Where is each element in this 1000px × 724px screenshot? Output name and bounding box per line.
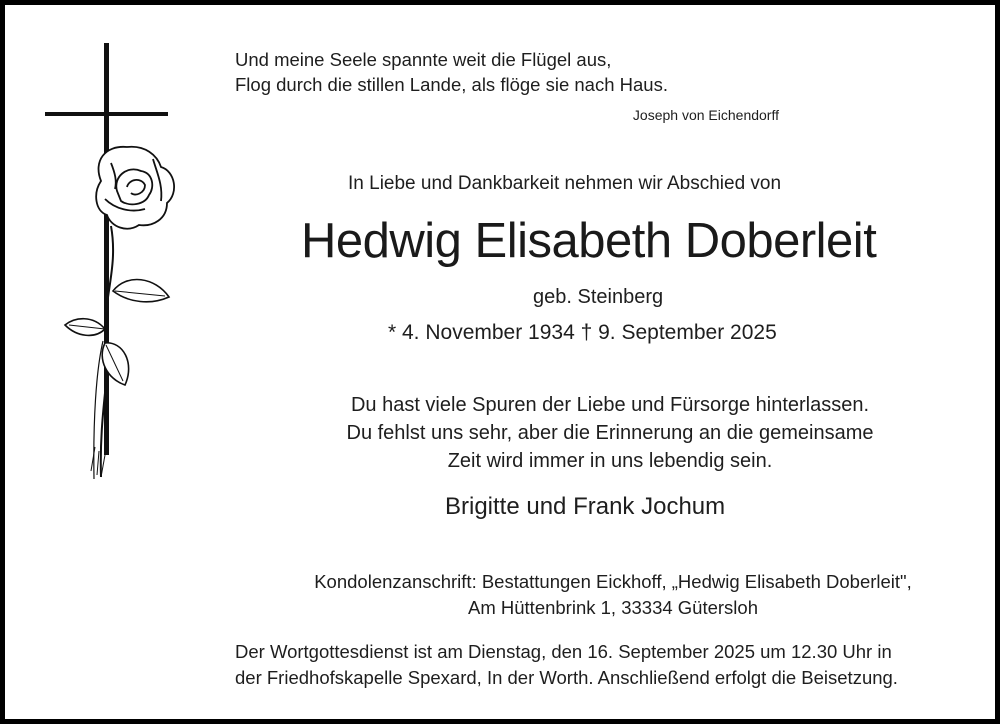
poem-line: Flog durch die stillen Lande, als flöge sie nach Haus. [235,74,668,95]
verse-line: Zeit wird immer in uns lebendig sein. [447,450,773,472]
address-line: Am Hüttenbrink 1, 33334 Gütersloh [468,597,758,618]
verse-line: Du fehlst uns sehr, aber die Erinnerung an die gemeinsame [346,422,874,444]
birth-name: geb. Steinberg [533,286,664,308]
farewell-verse [320,391,900,475]
poem-line: Und meine Seele spannte weit die Flügel aus, [235,49,612,70]
poem-author: Joseph von Eichendorff [632,107,779,123]
mourners: Brigitte und Frank Jochum [445,493,726,520]
life-dates: * 4. November 1934 † 9. September 2025 [388,321,777,344]
address-line: Kondolenzanschrift: Bestattungen Eickhoff, „Hedwig Elisabeth Doberleit", [314,571,912,592]
intro-text: In Liebe und Dankbarkeit nehmen wir Abschied von [348,173,782,194]
deceased-name: Hedwig Elisabeth Doberleit [301,214,877,268]
cross-with-rose-icon [41,41,191,491]
condolence-address [273,569,953,621]
service-line: Der Wortgottesdienst ist am Dienstag, den 16. September 2025 um 12.30 Uhr in [235,641,892,662]
verse-line: Du hast viele Spuren der Liebe und Fürsorge hinterlassen. [350,394,870,416]
service-line: der Friedhofskapelle Spexard, In der Worth. Anschließend erfolgt die Beisetzung. [235,667,898,688]
poem [235,47,668,97]
service-info [235,639,898,691]
